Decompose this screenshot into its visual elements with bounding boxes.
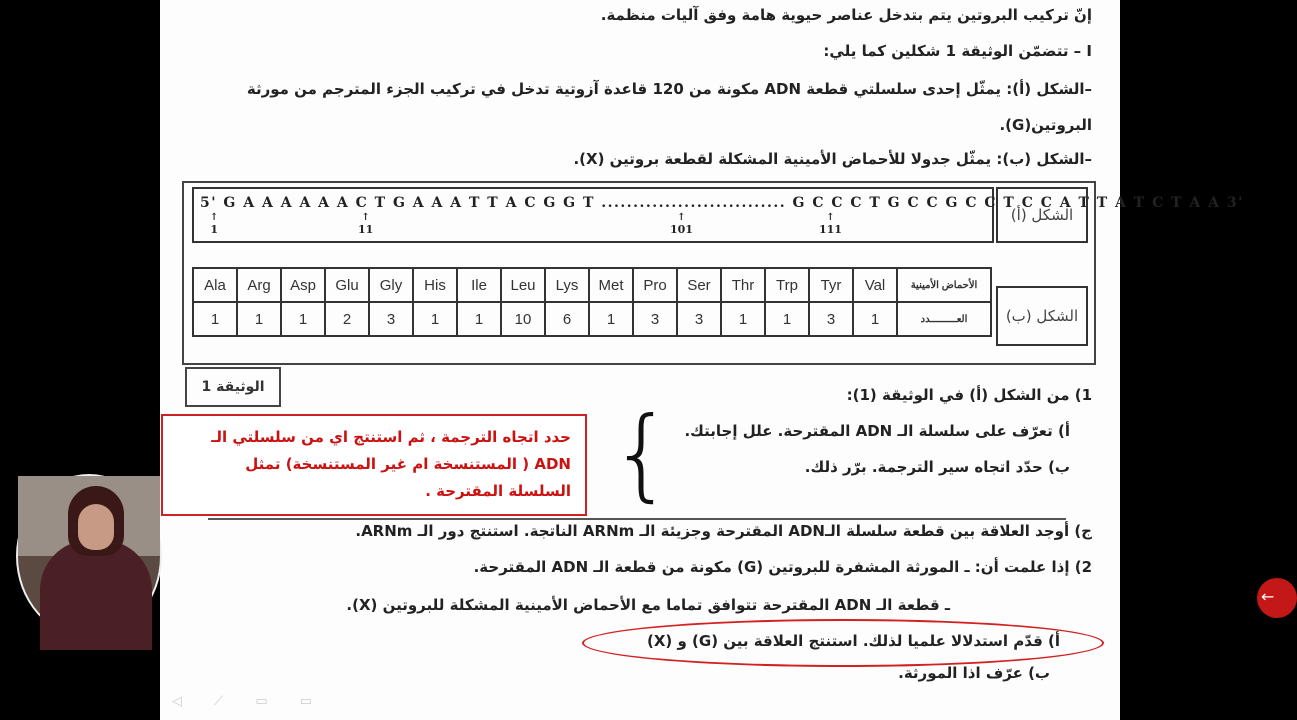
count-cell: 3 xyxy=(633,302,677,336)
part-one-heading: I – تتضمّن الوثيقة 1 شكلين كما يلي: xyxy=(823,42,1092,60)
count-cell: 3 xyxy=(809,302,853,336)
amino-acid-cell: Asp xyxy=(281,268,325,302)
amino-acid-cell: Leu xyxy=(501,268,545,302)
curly-brace-icon: { xyxy=(610,395,674,512)
intro-text: إنّ تركيب البروتين يتم بتدخل عناصر حيوية هامة وفق آليات منظمة. xyxy=(600,6,1092,24)
question-1: 1) من الشكل (أ) في الوثيقة (1): xyxy=(846,386,1092,404)
amino-acid-cell: Met xyxy=(589,268,633,302)
count-cell: 1 xyxy=(721,302,765,336)
amino-acid-cell: Ser xyxy=(677,268,721,302)
count-row xyxy=(193,302,991,336)
count-cell: 1 xyxy=(237,302,281,336)
teacher-annotation-box xyxy=(161,414,587,516)
count-cell: 3 xyxy=(369,302,413,336)
teacher-annotation-text: حدد اتجاه الترجمة ، ثم استنتج اي من سلسلتي الـ ADN ( المستنسخة ام غير المستنسخة) تمثل السلسلة المقترحة . xyxy=(211,428,571,500)
dna-sequence: 5' G A A A A A A C T G A A A T T A C G G T ............................. G C C C T G C C G C C T C C A T T A T C T A A 3' xyxy=(200,195,1244,211)
figure-a-label: الشكل (أ) xyxy=(996,187,1088,243)
count-cell: 1 xyxy=(853,302,897,336)
amino-acid-cell: Arg xyxy=(237,268,281,302)
question-1b: ب) حدّد اتجاه سير الترجمة. برّر ذلك. xyxy=(804,458,1070,476)
document-page xyxy=(160,0,1244,720)
table-count-label: العـــــــــدد xyxy=(897,302,991,336)
count-cell: 1 xyxy=(589,302,633,336)
count-cell: 1 xyxy=(281,302,325,336)
question-2b: ب) عرّف اذا المورثة. xyxy=(898,664,1050,682)
document-1-label: الوثيقة 1 xyxy=(185,367,281,407)
count-cell: 3 xyxy=(677,302,721,336)
question-2-condition: ـ قطعة الـ ADN المقترحة تتوافق تماما مع الأحماض الأمينية المشكلة للبروتين (X). xyxy=(346,596,950,614)
amino-acid-cell: Ala xyxy=(193,268,237,302)
marker-111: ↑ 111 xyxy=(819,212,842,236)
amino-acid-cell: Thr xyxy=(721,268,765,302)
amino-acid-cell: Lys xyxy=(545,268,589,302)
question-1c: ج) أوجد العلاقة بين قطعة سلسلة الـADN المقترحة وجزيئة الـ ARNm الناتجة. استنتج دور الـ ARNm. xyxy=(355,522,1092,540)
count-cell: 1 xyxy=(413,302,457,336)
amino-acid-cell: Gly xyxy=(369,268,413,302)
amino-acid-cell: Ile xyxy=(457,268,501,302)
table-header-label: الأحماض الأمينية xyxy=(897,268,991,302)
count-cell: 1 xyxy=(457,302,501,336)
figure-a-description-cont: البروتين(G). xyxy=(999,116,1092,134)
document-1-frame xyxy=(182,181,1244,365)
question-2a: أ) قدّم استدلالا علميا لذلك. استنتج العلاقة بين (G) و (X) xyxy=(646,632,1060,650)
count-cell: 2 xyxy=(325,302,369,336)
amino-acid-cell: Glu xyxy=(325,268,369,302)
amino-acid-table xyxy=(192,267,992,337)
webcam-overlay xyxy=(16,474,162,638)
figure-b-label: الشكل (ب) xyxy=(996,286,1088,346)
figure-b-description: –الشكل (ب): يمثّل جدولا للأحماض الأمينية المشكلة لقطعة بروتين (X). xyxy=(573,150,1092,168)
amino-acid-cell: His xyxy=(413,268,457,302)
count-cell: 1 xyxy=(765,302,809,336)
count-cell: 1 xyxy=(193,302,237,336)
marker-101: ↑ 101 xyxy=(670,212,693,236)
question-1a: أ) تعرّف على سلسلة الـ ADN المقترحة. علل إجابتك. xyxy=(684,422,1070,440)
amino-acid-cell: Tyr xyxy=(809,268,853,302)
amino-acid-cell: Val xyxy=(853,268,897,302)
amino-acid-cell: Trp xyxy=(765,268,809,302)
viewer-controls[interactable]: ◁ ⟋ ▭ ▭ xyxy=(172,694,327,709)
marker-1: ↑ 1 xyxy=(210,212,219,236)
figure-a-description: –الشكل (أ): يمثّل إحدى سلسلتي قطعة ADN مكونة من 120 قاعدة آزوتية تدخل في تركيب الجزء المترجم من مورثة xyxy=(246,80,1092,98)
marker-11: ↑ 11 xyxy=(358,212,374,236)
divider-line xyxy=(208,518,1066,520)
next-slide-button[interactable] xyxy=(1257,578,1297,618)
amino-acid-cell: Pro xyxy=(633,268,677,302)
amino-acid-row xyxy=(193,268,991,302)
arrow-left-icon: ← xyxy=(1261,587,1275,606)
question-2: 2) إذا علمت أن: ـ المورثة المشفرة للبروتين (G) مكونة من قطعة الـ ADN المقترحة. xyxy=(473,558,1092,576)
count-cell: 10 xyxy=(501,302,545,336)
count-cell: 6 xyxy=(545,302,589,336)
